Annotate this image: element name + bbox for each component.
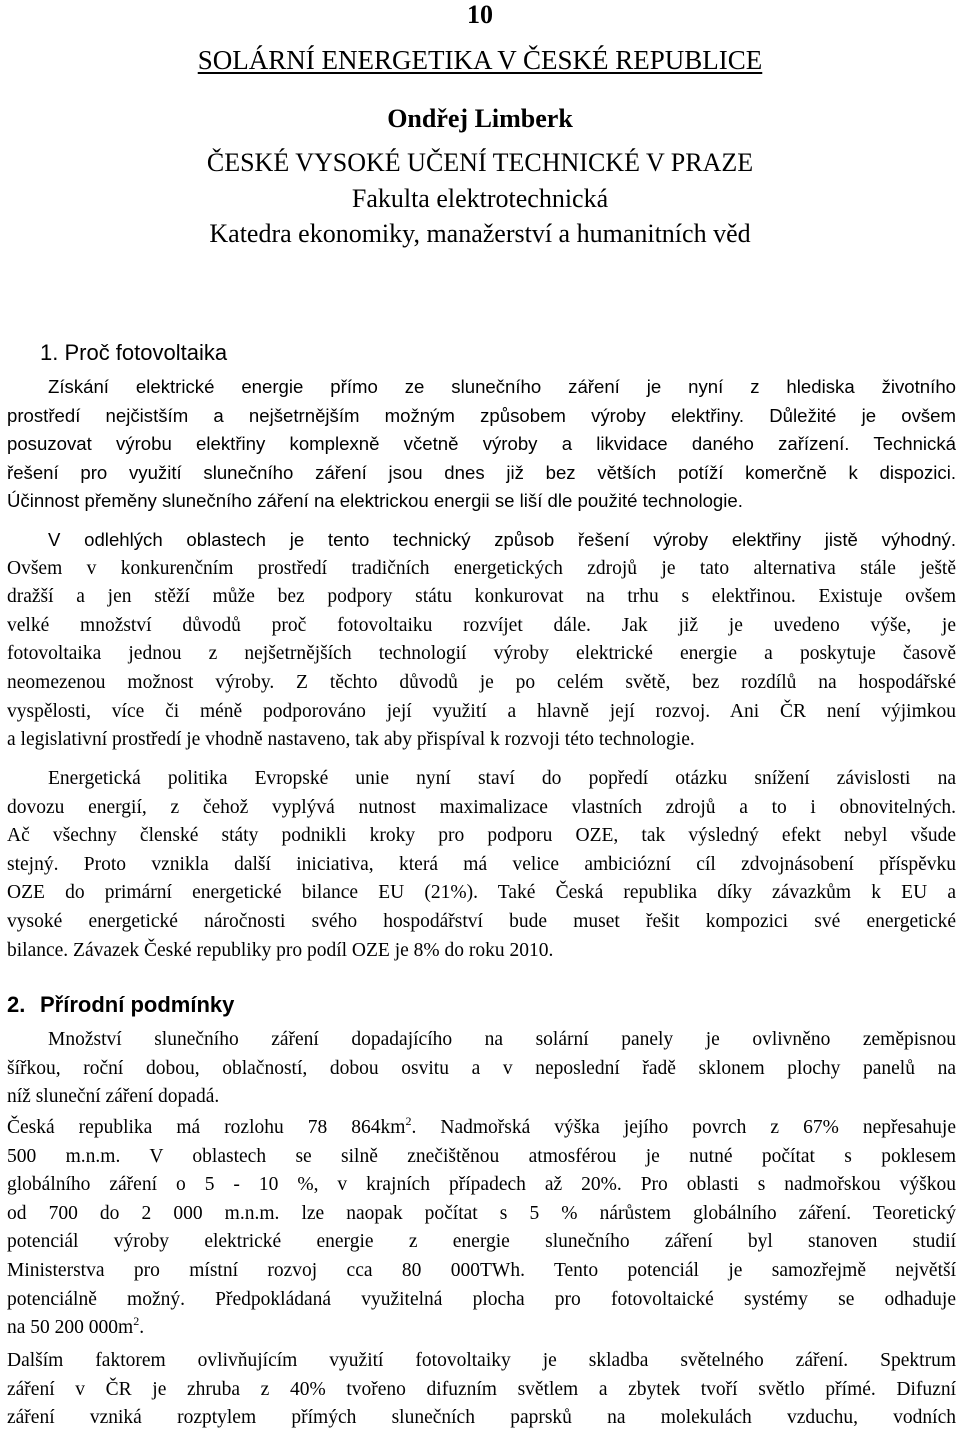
text-line: Získání elektrické energie přímo ze slunečního záření je nyní z hlediska životního — [48, 376, 956, 397]
text-line: dražší a jen stěží může bez podpory státu konkurovat na trhu s elektřinou. Existuje ovšem — [7, 586, 956, 608]
text-line: Energetická politika Evropské unie nyní staví do popředí otázku snížení závislosti na — [48, 768, 956, 789]
text-line: potenciálně možný. Předpokládaná využitelná plocha pro fotovoltaické systémy se odhaduje — [7, 1288, 956, 1310]
text-line: potenciál výroby elektrické energie z energie slunečního záření byl stanoven studií — [7, 1231, 956, 1253]
affiliation-university: ČESKÉ VYSOKÉ UČENÍ TECHNICKÉ V PRAZE — [206, 148, 754, 177]
text-line: stejný. Proto vznikla další iniciativa, která má velice ambiciózní cíl zdvojnásobení příspěvku — [7, 853, 956, 875]
section-2-paragraph-3 — [7, 1347, 956, 1433]
text-line: neomezenou možnost výroby. Z těchto důvodů je po celém světě, bez rozdílů na hospodářské — [7, 671, 956, 693]
section-1-paragraph-3 — [7, 765, 956, 965]
text-run: na 50 200 000m — [7, 1317, 134, 1339]
text-line: prostředí nejčistším a nejšetrnějším možným způsobem výroby elektřiny. Důležité je ovšem — [7, 404, 956, 426]
text-run: . — [139, 1317, 145, 1339]
text-line: globálního záření o 5 - 10 %, v krajních případech až 20%. Pro oblasti s nadmořskou výškou — [7, 1174, 956, 1196]
text-line: fotovoltaika jednou z nejšetrnějších technologií výroby elektrické energie a poskytuje časově — [7, 643, 956, 665]
text-line: Ač všechny členské státy podnikli kroky pro podporu OZE, tak výsledný efekt nebyl všude — [7, 825, 956, 847]
section-2-paragraph-2 — [7, 1114, 956, 1343]
section-1-heading: 1. Proč fotovoltaika — [40, 340, 228, 365]
text-line: posuzovat výrobu elektřiny komplexně včetně výroby a likvidace daného zařízení. Technická — [7, 433, 956, 455]
text-line: vysoké energetické náročnosti svého hospodářství bude muset řešit kompozici své energetické — [7, 910, 956, 932]
text-line: OZE do primární energetické bilance EU (21%). Také Česká republika díky závazkům k EU a — [7, 882, 956, 904]
text-line: velké množství důvodů proč fotovoltaiku rozvíjet dále. Jak již je uvedeno výše, je — [7, 614, 956, 636]
text-line — [7, 1114, 956, 1143]
section-2-heading — [7, 990, 234, 1020]
superscript: 2 — [405, 1114, 412, 1128]
text-line: Účinnost přeměny slunečního záření na elektrickou energii se liší dle použité technologie. — [7, 490, 743, 512]
text-line: 500 m.n.m. V oblastech se silně znečištěnou atmosférou je nutné počítat s poklesem — [7, 1145, 956, 1167]
text-line: řešení pro využití slunečního záření jsou dnes již bez větších potíží komerčně k dispozici. — [7, 461, 956, 483]
author-name: Ondřej Limberk — [387, 104, 573, 133]
document-title: SOLÁRNÍ ENERGETIKA V ČESKÉ REPUBLICE — [197, 45, 763, 75]
text-line: a legislativní prostředí je vhodně nastaveno, tak aby přispíval k rozvoji této technologie. — [7, 729, 695, 751]
section-1-paragraph-2 — [7, 526, 956, 755]
superscript: 2 — [133, 1314, 140, 1329]
text-line: od 700 do 2 000 m.n.m. lze naopak počítat s 5 % nárůstem globálního záření. Teoretický — [7, 1202, 956, 1224]
section-2-number: 2. — [7, 992, 26, 1017]
text-line: Množství slunečního záření dopadajícího na solární panely je ovlivněno zeměpisnou — [48, 1029, 956, 1050]
text-line: Ovšem v konkurenčním prostředí tradičních energetických zdrojů je tato alternativa stále ještě — [7, 557, 956, 579]
page-number: 10 — [467, 0, 493, 29]
affiliation-faculty: Fakulta elektrotechnická — [351, 184, 609, 213]
section-1-paragraph-1 — [7, 373, 956, 516]
text-line: dovozu energií, z čehož vyplývá nutnost maximalizace vlastních zdrojů a to i obnovitelných. — [7, 796, 956, 818]
affiliation-department: Katedra ekonomiky, manažerství a humanitních věd — [209, 219, 751, 248]
text-line: záření v ČR je zhruba z 40% tvořeno difuzním světlem a zbytek tvoří světlo přímé. Difuzní — [7, 1378, 956, 1400]
text-line: vyspělosti, více či méně podporováno její využití a hlavně její rozvoj. Ani ČR není výjimkou — [7, 700, 956, 722]
section-2-title: Přírodní podmínky — [40, 992, 235, 1017]
text-line: Dalším faktorem ovlivňujícím využití fotovoltaiky je skladba světelného záření. Spektrum — [7, 1350, 956, 1371]
text-line: šířkou, roční dobou, oblačností, dobou osvitu a v neposlední řadě sklonem plochy panelů na — [7, 1057, 956, 1079]
text-run: . Nadmořská výška jejího povrch z 67% nepřesahuje — [411, 1117, 956, 1138]
text-line: Ministerstva pro místní rozvoj cca 80 000TWh. Tento potenciál je samozřejmě největší — [7, 1259, 956, 1281]
section-2-paragraph-1 — [7, 1026, 956, 1112]
text-line: V odlehlých oblastech je tento technický způsob řešení výroby elektřiny jistě výhodný. — [48, 529, 956, 550]
text-line: bilance. Závazek České republiky pro podíl OZE je 8% do roku 2010. — [7, 939, 554, 961]
text-run: Česká republika má rozlohu 78 864km — [7, 1117, 406, 1138]
text-line: záření vzniká rozptylem přímých slunečních paprsků na molekulách vzduchu, vodních — [7, 1407, 956, 1429]
text-line — [7, 1314, 956, 1343]
text-line: níž sluneční záření dopadá. — [7, 1086, 220, 1108]
